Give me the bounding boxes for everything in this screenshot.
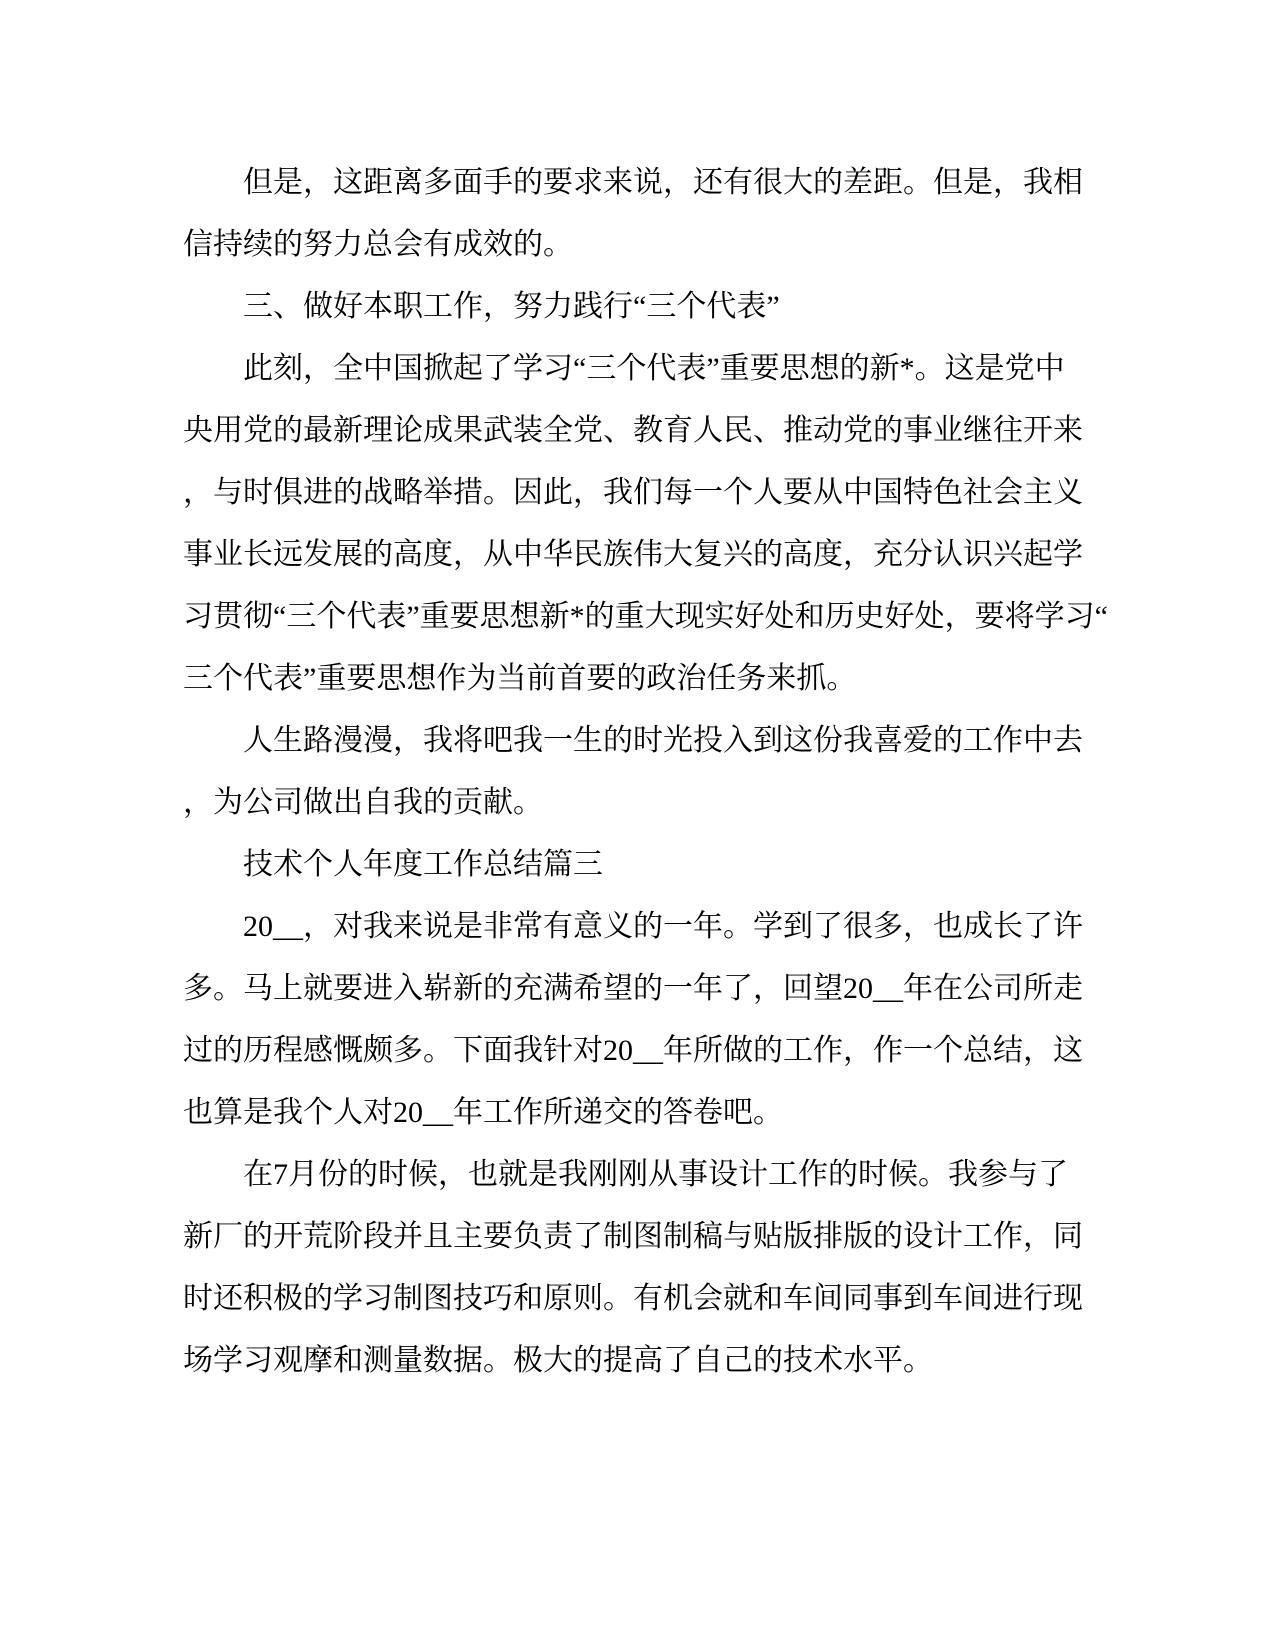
text-line: 央用党的最新理论成果武装全党、教育人民、推动党的事业继往开来 <box>183 414 1083 447</box>
text-line: 习贯彻“三个代表”重要思想新*的重大现实好处和历史好处，要将学习“ <box>183 600 1108 633</box>
text-line: 多。马上就要进入崭新的充满希望的一年了，回望20__年在公司所走 <box>183 972 1083 1005</box>
text-line: 也算是我个人对20__年工作所递交的答卷吧。 <box>183 1096 783 1129</box>
text-line: ，为公司做出自我的贡献。 <box>183 786 543 819</box>
paragraph-section-title <box>183 834 1083 896</box>
paragraph <box>183 152 1083 276</box>
text-line: 事业长远发展的高度，从中华民族伟大复兴的高度，充分认识兴起学 <box>183 538 1083 571</box>
text-line: 技术个人年度工作总结篇三 <box>243 848 603 881</box>
text-line: 三个代表”重要思想作为当前首要的政治任务来抓。 <box>183 662 857 695</box>
paragraph <box>183 1144 1083 1392</box>
text-line: 三、做好本职工作，努力践行“三个代表” <box>243 290 780 323</box>
text-line: 新厂的开荒阶段并且主要负责了制图制稿与贴版排版的设计工作，同 <box>183 1220 1083 1253</box>
text-line: 场学习观摩和测量数据。极大的提高了自己的技术水平。 <box>183 1344 933 1377</box>
text-line: 此刻，全中国掀起了学习“三个代表”重要思想的新*。这是党中 <box>243 352 1065 385</box>
text-line: 在7月份的时候，也就是我刚刚从事设计工作的时候。我参与了 <box>243 1158 1068 1191</box>
text-line: 人生路漫漫，我将吧我一生的时光投入到这份我喜爱的工作中去 <box>243 724 1083 757</box>
text-line: 时还积极的学习制图技巧和原则。有机会就和车间同事到车间进行现 <box>183 1282 1083 1315</box>
paragraph <box>183 896 1083 1144</box>
text-line: ，与时俱进的战略举措。因此，我们每一个人要从中国特色社会主义 <box>183 476 1083 509</box>
text-line: 20__，对我来说是非常有意义的一年。学到了很多，也成长了许 <box>243 910 1083 943</box>
text-line: 信持续的努力总会有成效的。 <box>183 228 573 261</box>
paragraph <box>183 710 1083 834</box>
document-text <box>183 152 1108 1392</box>
paragraph-subheading <box>183 276 1083 338</box>
paragraph <box>183 338 1108 710</box>
text-line: 过的历程感慨颇多。下面我针对20__年所做的工作，作一个总结，这 <box>183 1034 1083 1067</box>
text-line: 但是，这距离多面手的要求来说，还有很大的差距。但是，我相 <box>243 166 1083 199</box>
